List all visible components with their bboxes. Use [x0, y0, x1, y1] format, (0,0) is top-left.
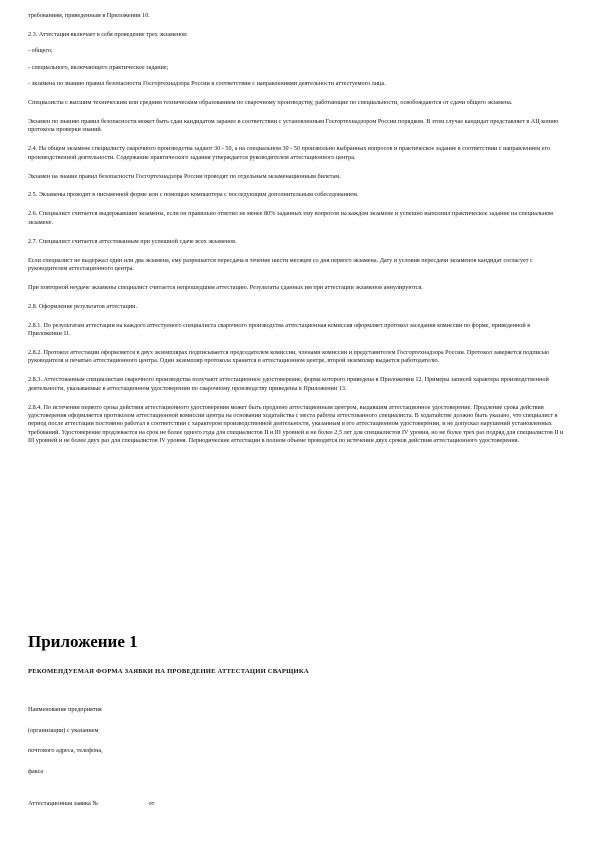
paragraph-safety-tickets: Экзамен на знание правил безопасности Госгортехнадзора России проводят по отдельным экзаменационным билетам.: [28, 172, 341, 180]
list-item-safety: - экзамена по знанию правил безопасности Госгортехнадзора России в соответствии с направлениями деятельности аттестуемого лица.: [28, 80, 386, 88]
paragraph-continuation: требованиям, приведенным в Приложении 10.: [28, 12, 150, 19]
paragraph-2-8-1: 2.8.1. По результатам аттестации на каждого аттестуемого специалиста сварочного производства аттестационная комиссия оформляет протокол заседания комиссии по форме, приведенной в Приложении 11.: [28, 321, 531, 338]
form-line-fax: факса: [28, 767, 44, 775]
form-line-address: почтового адреса, телефона,: [28, 747, 103, 755]
document-body: [28, 12, 564, 456]
paragraph-2-8-3: 2.8.3. Аттестованным специалистам сварочного производства получают аттестационное удостоверение, форма которого приведена в Приложении 12. Примеры записей характера производственной деятельности, указываемые в аттестационном удостоверении по сварочному производству приведены в Приложении 13.: [28, 376, 549, 392]
paragraph-2-6: 2.6. Специалист считается выдержавшим экзамены, если он правильно ответил не менее 80% заданных ему вопросов на каждом экзамене и успешно выполнил практическое задание на специальном экзамене.: [28, 210, 553, 226]
appendix-subtitle: РЕКОМЕНДУЕМАЯ ФОРМА ЗАЯВКИ НА ПРОВЕДЕНИЕ АТТЕСТАЦИИ СВАРЩИКА: [28, 668, 309, 675]
paragraph-2-4: 2.4. На общем экзамене специалисту сварочного производства задают 30 - 50, а на специальном 30 - 50 произвольно выбранных вопросов и практическое задание в соответствии с направлением его производственной деятельности. Содержание практического задания утверждается руководителем аттестационного центра.: [28, 145, 550, 161]
application-number-label: Аттестационная заявка №: [28, 800, 99, 807]
application-number-line: [28, 800, 154, 807]
applicant-form-block: [28, 706, 328, 788]
paragraph-retake: Если специалист не выдержал один или два экзамена, ему разрешается пересдача в течение шести месяцев со дня первого экзамена. Дату и условия пересдачи экзаменов кандидат согласует с руководителем аттестационного центра.: [28, 256, 533, 272]
paragraph-2-8-4: 2.8.4. По истечении первого срока действия аттестационного удостоверения может быть продлено аттестационным центром, выдавшим аттестационное удостоверение. Продление срока действия удостоверения оформляется протоколом аттестационной комиссии центра на основании ходатайства с места работы аттестованного специалиста. В ходатайстве должно быть указано, что специалист в период после аттестации постоянно работал в соответствии с характером производственной деятельности, указанным в его аттестационном удостоверении, и не допускал нарушений установленных требований. Удостоверение продлевается на срок не более одного года для специалистов II и III уровней и не более 2,5 лет для специалистов IV уровня, но не более трех раз подряд для специалистов II и III уровней и не более двух раз для специалистов IV уровня. Периодические аттестации в полном объеме проводятся по истечении двух сроков действия аттестационного удостоверения.: [28, 403, 564, 445]
form-line-indication: (организации) с указанием: [28, 726, 99, 734]
list-item-special: - специального, включающего практическое задание;: [28, 63, 169, 71]
paragraph-exemption: Специалисты с высшим техническим или средним техническим образованием по сварочному производству, работающие по специальности, освобождаются от сдачи общего экзамена.: [28, 99, 513, 107]
application-date-label: от: [148, 800, 155, 807]
paragraph-2-5: 2.5. Экзамены проводят в письменной форме или с помощью компьютера с последующим дополнительным собеседованием.: [28, 191, 359, 199]
form-line-organization: Наименование предприятия: [28, 706, 102, 713]
appendix-title: Приложение 1: [28, 632, 138, 651]
paragraph-repeat-failure: При повторной неудаче экзамены специалист считается непрошедшим аттестацию. Результаты сданных им при аттестации экзаменов аннулируются.: [28, 283, 423, 291]
paragraph-2-7: 2.7. Специалист считается аттестованным при успешной сдаче всех экзаменов.: [28, 237, 237, 245]
paragraph-2-3: 2.3. Аттестация включает в себя проведение трех экзаменов:: [28, 30, 188, 38]
paragraph-2-8: 2.8. Оформление результатов аттестации.: [28, 302, 137, 310]
paragraph-safety-exam: Экзамен по знанию правил безопасности может быть сдан кандидатом заранее в соответствии с установленным Госгортехнадзором России порядком. В этом случае кандидат представляет в АЦ копию протокола проверки знаний.: [28, 117, 559, 134]
paragraph-2-8-2: 2.8.2. Протокол аттестации оформляется в двух экземплярах подписывается председателем комиссии, членами комиссии и представителем Госгортехнадзора России. Протокол заверяется подписью руководителя и печатью аттестационного центра. Один экземпляр протокола хранится в аттестационном центре, второй экземпляр выдается работодателю.: [28, 349, 550, 365]
list-item-general: - общего;: [28, 47, 53, 55]
